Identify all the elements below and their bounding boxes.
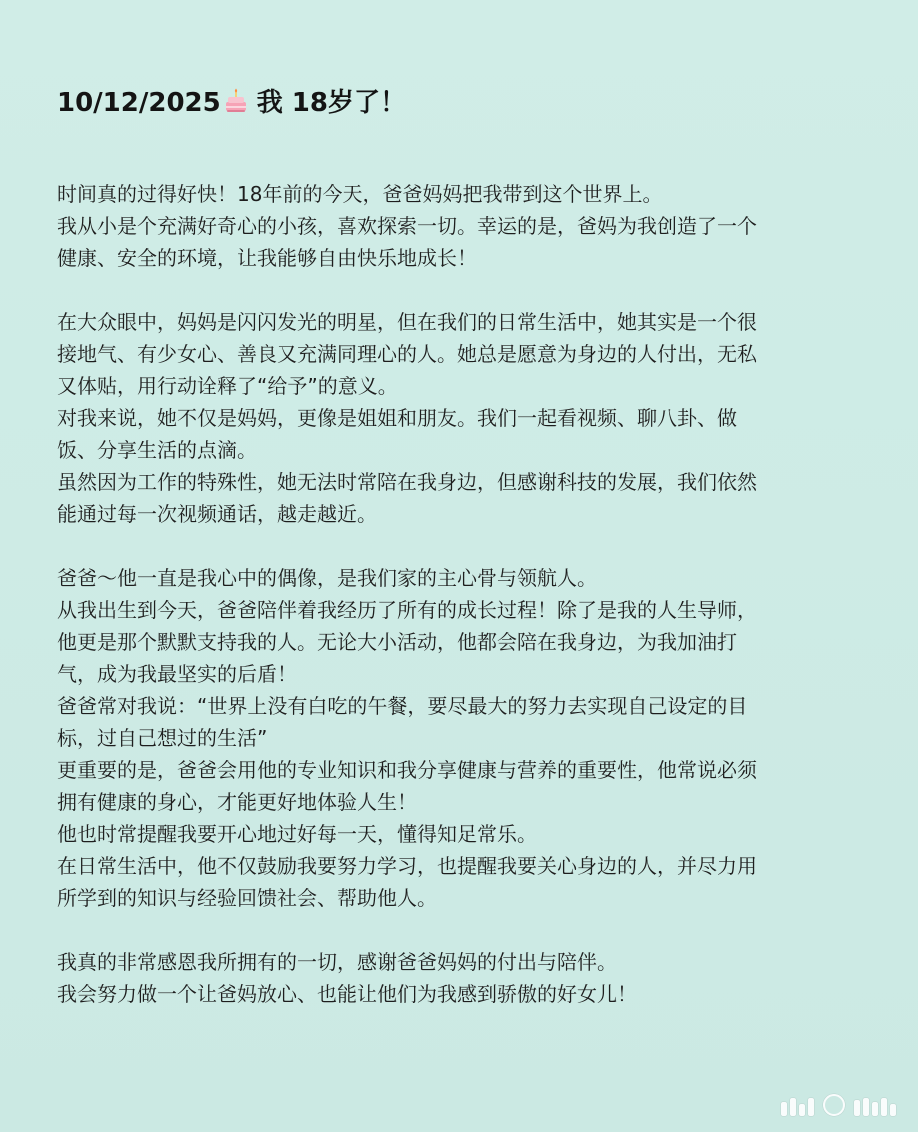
text-line: 我从小是个充满好奇心的小孩，喜欢探索一切。幸运的是，爸妈为我创造了一个 [57,214,757,238]
text-line: 气，成为我最坚实的后盾！ [57,662,297,686]
text-line: 虽然因为工作的特殊性，她无法时常陪在我身边，但感谢科技的发展，我们依然 [57,470,757,494]
text-line: 从我出生到今天，爸爸陪伴着我经历了所有的成长过程！除了是我的人生导师， [57,598,757,622]
text-line: 接地气、有少女心、善良又充满同理心的人。她总是愿意为身边的人付出，无私 [57,342,757,366]
post-title [57,82,406,121]
title-date: 10/12/2025 [57,88,221,118]
text-line: 健康、安全的环境，让我能够自由快乐地成长！ [57,246,477,270]
text-line: 标，过自己想过的生活” [57,726,268,750]
text-line: 我会努力做一个让爸妈放心、也能让他们为我感到骄傲的好女儿！ [57,982,637,1006]
text-line: 所学到的知识与经验回馈社会、帮助他人。 [57,886,437,910]
text-line: 对我来说，她不仅是妈妈，更像是姐姐和朋友。我们一起看视频、聊八卦、做 [57,406,737,430]
text-line: 在日常生活中，他不仅鼓励我要努力学习，也提醒我要关心身边的人，并尽力用 [57,854,757,878]
text-line: 能通过每一次视频通话，越走越近。 [57,502,377,526]
text-line: 他更是那个默默支持我的人。无论大小活动，他都会陪在我身边，为我加油打 [57,630,737,654]
paragraph-gap [57,914,877,946]
text-line: 又体贴，用行动诠释了“给予”的意义。 [57,374,398,398]
paragraph-gap [57,530,877,562]
text-line: 爸爸～他一直是我心中的偶像，是我们家的主心骨与领航人。 [57,566,597,590]
paragraph-gap [57,274,877,306]
text-line: 拥有健康的身心，才能更好地体验人生！ [57,790,417,814]
title-heading: 我 18岁了！ [256,88,406,118]
birthday-cake-icon [223,88,249,121]
letter-body [57,178,877,1010]
text-line: 在大众眼中，妈妈是闪闪发光的明星，但在我们的日常生活中，她其实是一个很 [57,310,757,334]
text-line: 我真的非常感恩我所拥有的一切，感谢爸爸妈妈的付出与陪伴。 [57,950,617,974]
text-line: 时间真的过得好快！18年前的今天，爸爸妈妈把我带到这个世界上。 [57,182,663,206]
text-line: 更重要的是，爸爸会用他的专业知识和我分享健康与营养的重要性，他常说必须 [57,758,757,782]
text-line: 他也时常提醒我要开心地过好每一天，懂得知足常乐。 [57,822,537,846]
text-line: 爸爸常对我说：“世界上没有白吃的午餐，要尽最大的努力去实现自己设定的目 [57,694,748,718]
text-line: 饭、分享生活的点滴。 [57,438,257,462]
platform-watermark-icon [781,1094,896,1116]
